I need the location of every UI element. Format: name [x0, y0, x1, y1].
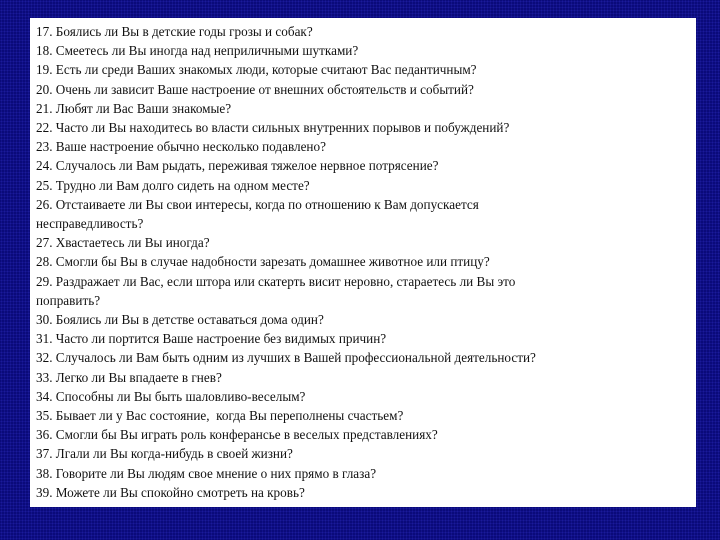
question-line: 20. Очень ли зависит Ваше настроение от внешних обстоятельств и событий? [36, 81, 474, 97]
question-line: 23. Ваше настроение обычно несколько подавлено? [36, 139, 326, 155]
slide-text-panel [30, 18, 696, 507]
question-line: 18. Смеетесь ли Вы иногда над неприличными шутками? [36, 43, 359, 59]
question-line: 35. Бывает ли у Вас состояние, когда Вы переполнены счастьем? [36, 408, 404, 424]
question-line: 31. Часто ли портится Ваше настроение без видимых причин? [36, 331, 387, 347]
question-line: несправедливость? [36, 216, 144, 232]
question-line: 26. Отстаиваете ли Вы свои интересы, когда по отношению к Вам допускается [36, 196, 479, 212]
question-line: 25. Трудно ли Вам долго сидеть на одном месте? [36, 177, 310, 193]
question-line: 29. Раздражает ли Вас, если штора или скатерть висит неровно, стараетесь ли Вы это [36, 273, 516, 289]
question-line: 28. Смогли бы Вы в случае надобности зарезать домашнее животное или птицу? [36, 254, 490, 270]
question-line: 21. Любят ли Вас Ваши знакомые? [36, 100, 232, 116]
question-line: 39. Можете ли Вы спокойно смотреть на кровь? [36, 484, 305, 500]
question-line: 27. Хвастаетесь ли Вы иногда? [36, 235, 210, 251]
question-line: 34. Способны ли Вы быть шаловливо-веселым? [36, 388, 306, 404]
question-line: 22. Часто ли Вы находитесь во власти сильных внутренних порывов и побуждений? [36, 120, 510, 136]
question-line: 17. Боялись ли Вы в детские годы грозы и собак? [36, 24, 313, 39]
question-line: 38. Говорите ли Вы людям свое мнение о них прямо в глаза? [36, 465, 377, 481]
question-line: 32. Случалось ли Вам быть одним из лучших в Вашей профессиональной деятельности? [36, 350, 536, 366]
question-list [36, 22, 690, 502]
question-line: 19. Есть ли среди Ваших знакомых люди, которые считают Вас педантичным? [36, 62, 477, 78]
question-line: 37. Лгали ли Вы когда-нибудь в своей жизни? [36, 446, 293, 462]
question-line: поправить? [36, 292, 101, 308]
question-line: 30. Боялись ли Вы в детстве оставаться дома один? [36, 312, 324, 328]
question-line: 24. Случалось ли Вам рыдать, переживая тяжелое нервное потрясение? [36, 158, 439, 174]
question-line: 36. Смогли бы Вы играть роль конферансье в веселых представлениях? [36, 427, 438, 443]
question-line: 33. Легко ли Вы впадаете в гнев? [36, 369, 222, 385]
